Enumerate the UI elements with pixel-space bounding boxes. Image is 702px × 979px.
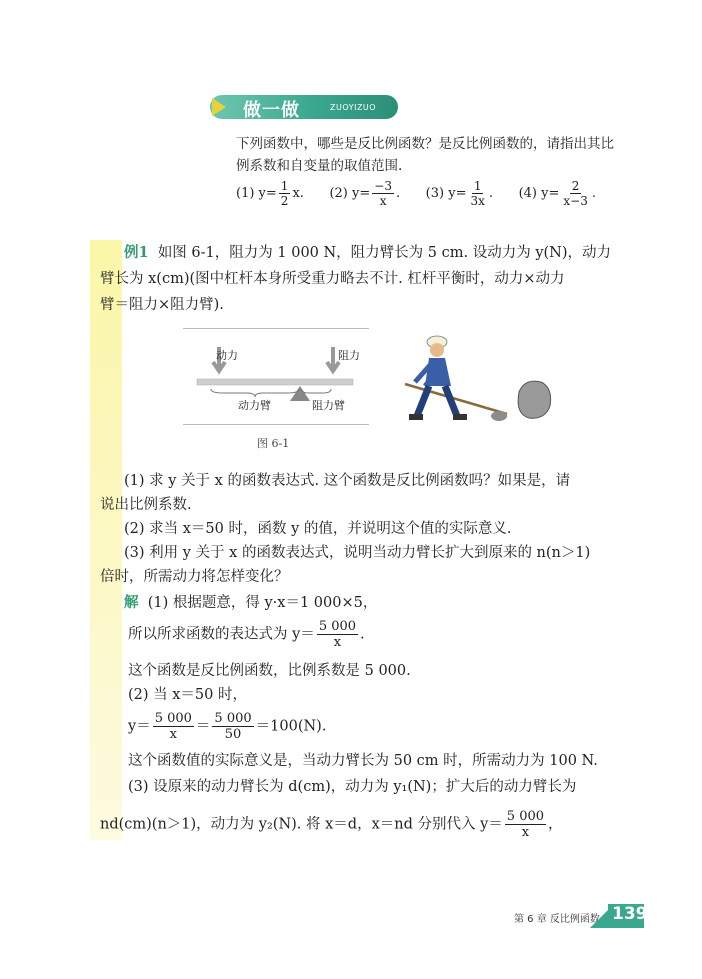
activity-items — [236, 180, 596, 207]
example-line1: 例1 如图 6-1，阻力为 1 000 N，阻力臂长为 5 cm. 设动力为 y(N)，动力 — [124, 244, 612, 261]
margin-highlight — [90, 240, 122, 840]
solution-line5: y＝ $\frac{5 000}{x}$ ＝ $\frac{5 000}{50}$ ＝100(N). — [128, 711, 327, 742]
solution-tag: 解 — [124, 594, 139, 611]
lever-bar — [197, 379, 353, 385]
page-number: 139 — [612, 904, 648, 924]
solution-line1: 解 (1) 根据题意，得 y·x＝1 000×5， — [124, 594, 378, 611]
banner-arrow-icon — [212, 98, 226, 116]
question-1-line2: 说出比例系数. — [100, 497, 192, 513]
activity-item-3: (3) y= $\frac{1}{3x}$ . — [425, 179, 494, 208]
solution-line6: 这个函数值的实际意义是，当动力臂长为 50 cm 时，所需动力为 100 N. — [128, 753, 598, 769]
activity-item-2: (2) y= $\frac{-3}{x}$ . — [329, 179, 401, 208]
activity-subtitle: ZUOYIZUO — [330, 103, 377, 112]
resistance-arm-brace — [301, 389, 331, 393]
solution-line8: nd(cm)(n＞1)，动力为 y₂(N). 将 x＝d，x＝nd 分别代入 y＝ $\frac{5 000}{x}$ ， — [100, 809, 563, 840]
activity-item-4: (4) y= $\frac{2}{x-3}$ . — [518, 179, 596, 208]
page-tab-corner — [590, 910, 608, 928]
chapter-label: 第 6 章 反比例函数 — [514, 914, 600, 925]
question-3-line2: 倍时，所需动力将怎样变化？ — [100, 569, 289, 585]
solution-line4: (2) 当 x＝50 时， — [128, 687, 247, 703]
example-line3: 臂＝阻力×阻力臂). — [100, 297, 224, 313]
label-force-arm: 动力臂 — [238, 399, 271, 412]
question-1-line1: (1) 求 y 关于 x 的函数表达式. 这个函数是反比例函数吗？如果是，请 — [124, 473, 571, 489]
example-line2: 臂长为 x(cm)(图中杠杆本身所受重力略去不计. 杠杆平衡时，动力×动力 — [100, 271, 565, 287]
example-tag: 例1 — [124, 244, 149, 261]
solution-line7: (3) 设原来的动力臂长为 d(cm)，动力为 y₁(N)；扩大后的动力臂长为 — [128, 779, 577, 795]
solution-line3: 这个函数是反比例函数，比例系数是 5 000. — [128, 663, 411, 679]
label-resistance-arm: 阻力臂 — [312, 399, 345, 412]
question-2: (2) 求当 x＝50 时，函数 y 的值，并说明这个值的实际意义. — [124, 521, 512, 537]
figure-caption: 图 6-1 — [257, 437, 290, 450]
activity-question-line1: 下列函数中，哪些是反比例函数？是反比例函数的，请指出其比 — [236, 136, 614, 152]
question-3-line1: (3) 利用 y 关于 x 的函数表达式，说明当动力臂长扩大到原来的 n(n＞1) — [124, 545, 591, 561]
label-force: 动力 — [216, 349, 238, 362]
force-arm-brace — [211, 389, 299, 397]
label-resistance: 阻力 — [338, 349, 360, 362]
activity-question-line2: 例系数和自变量的取值范围. — [236, 158, 403, 174]
activity-item-1: (1) y= $\frac{1}{2}$ x. — [236, 179, 304, 208]
activity-title: 做一做 — [243, 100, 300, 121]
fulcrum-icon — [290, 386, 310, 401]
worker-with-lever-illustration — [395, 328, 555, 428]
solution-line2: 所以所求函数的表达式为 y＝ $\frac{5 000}{x}$ . — [128, 619, 365, 650]
